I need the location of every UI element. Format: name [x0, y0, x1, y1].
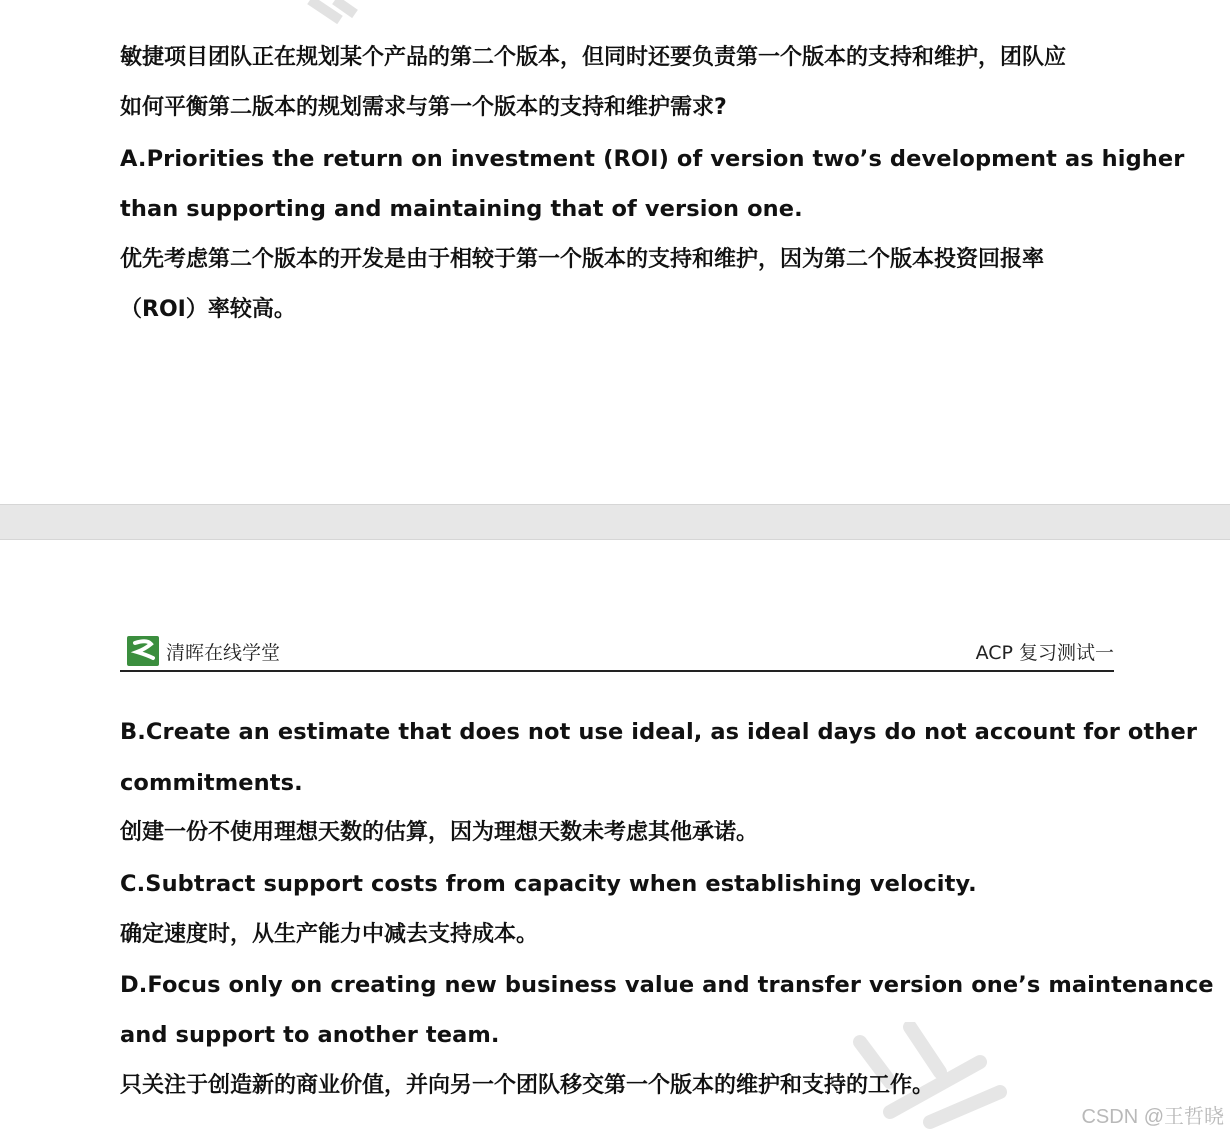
option-b-english-line-2: commitments. — [120, 770, 303, 796]
option-a-chinese-line-1: 优先考虑第二个版本的开发是由于相较于第一个版本的支持和维护，因为第二个版本投资回报率 — [120, 247, 1045, 272]
option-a-english-line-1: A.Priorities the return on investment (ROI) of version two’s development as higher — [120, 146, 1185, 172]
option-a-english-line-2: than supporting and maintaining that of version one. — [120, 196, 803, 222]
page-header — [120, 632, 1114, 672]
qinghui-logo-icon — [127, 636, 159, 666]
watermark-stamp-top — [300, 0, 380, 24]
option-d-chinese: 只关注于创造新的商业价值，并向另一个团队移交第一个版本的维护和支持的工作。 — [120, 1073, 935, 1098]
document-page-1 — [0, 0, 1230, 504]
option-d-english-line-1: D.Focus only on creating new business value and transfer version one’s maintenance — [120, 972, 1214, 998]
page-separator — [0, 504, 1230, 540]
document-page-2 — [0, 540, 1230, 1132]
question-line-2: 如何平衡第二版本的规划需求与第一个版本的支持和维护需求? — [120, 95, 727, 120]
csdn-watermark: CSDN @王哲晓 — [1081, 1106, 1224, 1128]
logo-name: 清晖在线学堂 — [166, 642, 281, 664]
document-title: ACP 复习测试一 — [975, 642, 1114, 664]
question-line-1: 敏捷项目团队正在规划某个产品的第二个版本，但同时还要负责第一个版本的支持和维护，团队应 — [120, 45, 1067, 70]
option-d-english-line-2: and support to another team. — [120, 1022, 500, 1048]
option-c-english: C.Subtract support costs from capacity when establishing velocity. — [120, 871, 977, 897]
option-b-chinese: 创建一份不使用理想天数的估算，因为理想天数未考虑其他承诺。 — [120, 820, 759, 845]
option-c-chinese: 确定速度时，从生产能力中减去支持成本。 — [120, 922, 539, 947]
option-b-english-line-1: B.Create an estimate that does not use ideal, as ideal days do not account for other — [120, 719, 1198, 745]
option-a-chinese-line-2: （ROI）率较高。 — [120, 297, 296, 322]
